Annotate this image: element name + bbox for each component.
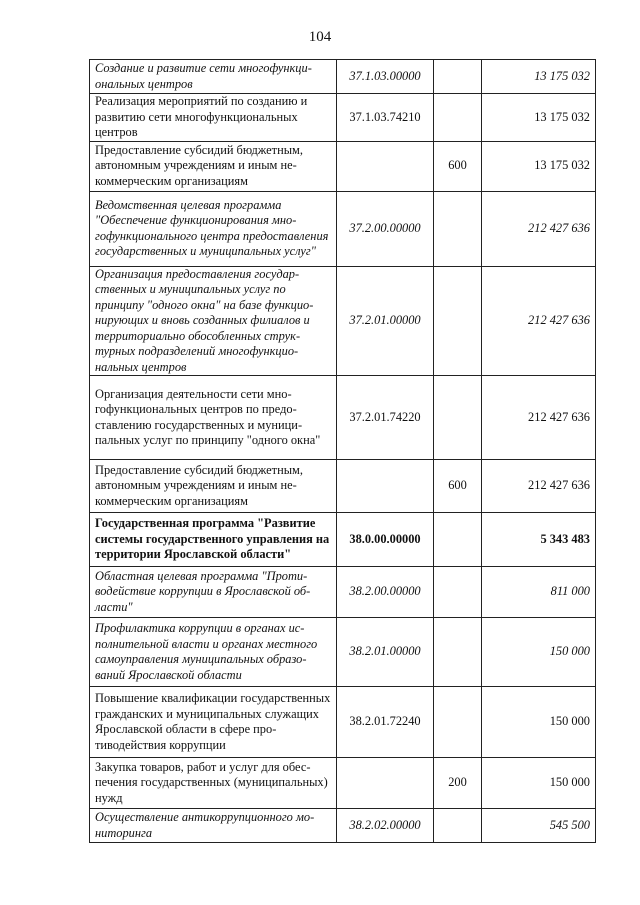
- row-expense-type-cell: [434, 618, 482, 687]
- row-name-cell: Создание и развитие сети многофункциональных центров: [90, 60, 337, 94]
- page-number: 104: [308, 29, 332, 45]
- row-code-cell: [337, 141, 434, 191]
- table-row: [90, 809, 596, 843]
- table-row: [90, 191, 596, 266]
- row-expense-type-cell: [434, 567, 482, 618]
- row-code-cell: 37.2.01.74220: [337, 376, 434, 460]
- row-expense-type-cell: [434, 809, 482, 843]
- row-sum-cell: 545 500: [482, 809, 596, 843]
- row-expense-type-cell: 200: [434, 758, 482, 809]
- row-sum-cell: 13 175 032: [482, 94, 596, 142]
- row-expense-type-cell: [434, 60, 482, 94]
- row-sum-cell: 150 000: [482, 687, 596, 758]
- budget-table-body: [90, 60, 596, 843]
- row-expense-type-cell: [434, 266, 482, 376]
- row-code-cell: 37.1.03.00000: [337, 60, 434, 94]
- row-expense-type-cell: 600: [434, 460, 482, 513]
- row-expense-type-cell: [434, 191, 482, 266]
- row-name-cell: Государственная программа "Развитие системы государственного управления на территории Ярославской области": [90, 513, 337, 567]
- row-name-cell: Предоставление субсидий бюджетным, автономным учреждениям и иным некоммерческим организациям: [90, 460, 337, 513]
- row-code-cell: 37.1.03.74210: [337, 94, 434, 142]
- row-name-cell: Профилактика коррупции в органах исполнительной власти и органах местного самоуправления муниципальных образований Ярославской области: [90, 618, 337, 687]
- table-row: [90, 60, 596, 94]
- budget-table: [89, 59, 596, 843]
- table-row: [90, 618, 596, 687]
- row-code-cell: 38.0.00.00000: [337, 513, 434, 567]
- table-row: [90, 266, 596, 376]
- row-name-cell: Повышение квалификации государственных гражданских и муниципальных служащих Ярославской области в сфере противодействия коррупции: [90, 687, 337, 758]
- row-code-cell: [337, 758, 434, 809]
- row-name-cell: Ведомственная целевая программа "Обеспечение функционирования многофункционального центра предоставления государственных и муниципальных услуг": [90, 191, 337, 266]
- table-row: [90, 460, 596, 513]
- table-row: [90, 376, 596, 460]
- row-sum-cell: 13 175 032: [482, 141, 596, 191]
- row-code-cell: 38.2.01.72240: [337, 687, 434, 758]
- row-name-cell: Организация предоставления государственных и муниципальных услуг по принципу "одного окна" на базе функционирующих и вновь созданных филиалов и территориально обособленных структурных подразделений многофункциональных центров: [90, 266, 337, 376]
- row-name-cell: Предоставление субсидий бюджетным, автономным учреждениям и иным некоммерческим организациям: [90, 141, 337, 191]
- row-sum-cell: 212 427 636: [482, 376, 596, 460]
- row-sum-cell: 811 000: [482, 567, 596, 618]
- row-name-cell: Закупка товаров, работ и услуг для обеспечения государственных (муниципальных) нужд: [90, 758, 337, 809]
- table-row: [90, 141, 596, 191]
- row-code-cell: 37.2.01.00000: [337, 266, 434, 376]
- row-expense-type-cell: 600: [434, 141, 482, 191]
- table-row: [90, 758, 596, 809]
- row-name-cell: Областная целевая программа "Противодействие коррупции в Ярославской области": [90, 567, 337, 618]
- row-sum-cell: 5 343 483: [482, 513, 596, 567]
- row-code-cell: 37.2.00.00000: [337, 191, 434, 266]
- row-code-cell: [337, 460, 434, 513]
- row-sum-cell: 150 000: [482, 758, 596, 809]
- table-row: [90, 94, 596, 142]
- row-expense-type-cell: [434, 513, 482, 567]
- row-code-cell: 38.2.02.00000: [337, 809, 434, 843]
- row-name-cell: Реализация мероприятий по созданию и развитию сети многофункциональных центров: [90, 94, 337, 142]
- row-sum-cell: 212 427 636: [482, 191, 596, 266]
- table-row: [90, 513, 596, 567]
- row-sum-cell: 212 427 636: [482, 266, 596, 376]
- table-row: [90, 687, 596, 758]
- row-expense-type-cell: [434, 94, 482, 142]
- row-expense-type-cell: [434, 376, 482, 460]
- row-name-cell: Организация деятельности сети многофункциональных центров по предоставлению государственных и муниципальных услуг по принципу "одного окна": [90, 376, 337, 460]
- row-sum-cell: 150 000: [482, 618, 596, 687]
- row-code-cell: 38.2.00.00000: [337, 567, 434, 618]
- row-sum-cell: 13 175 032: [482, 60, 596, 94]
- table-row: [90, 567, 596, 618]
- row-code-cell: 38.2.01.00000: [337, 618, 434, 687]
- row-sum-cell: 212 427 636: [482, 460, 596, 513]
- row-name-cell: Осуществление антикоррупционного мониторинга: [90, 809, 337, 843]
- row-expense-type-cell: [434, 687, 482, 758]
